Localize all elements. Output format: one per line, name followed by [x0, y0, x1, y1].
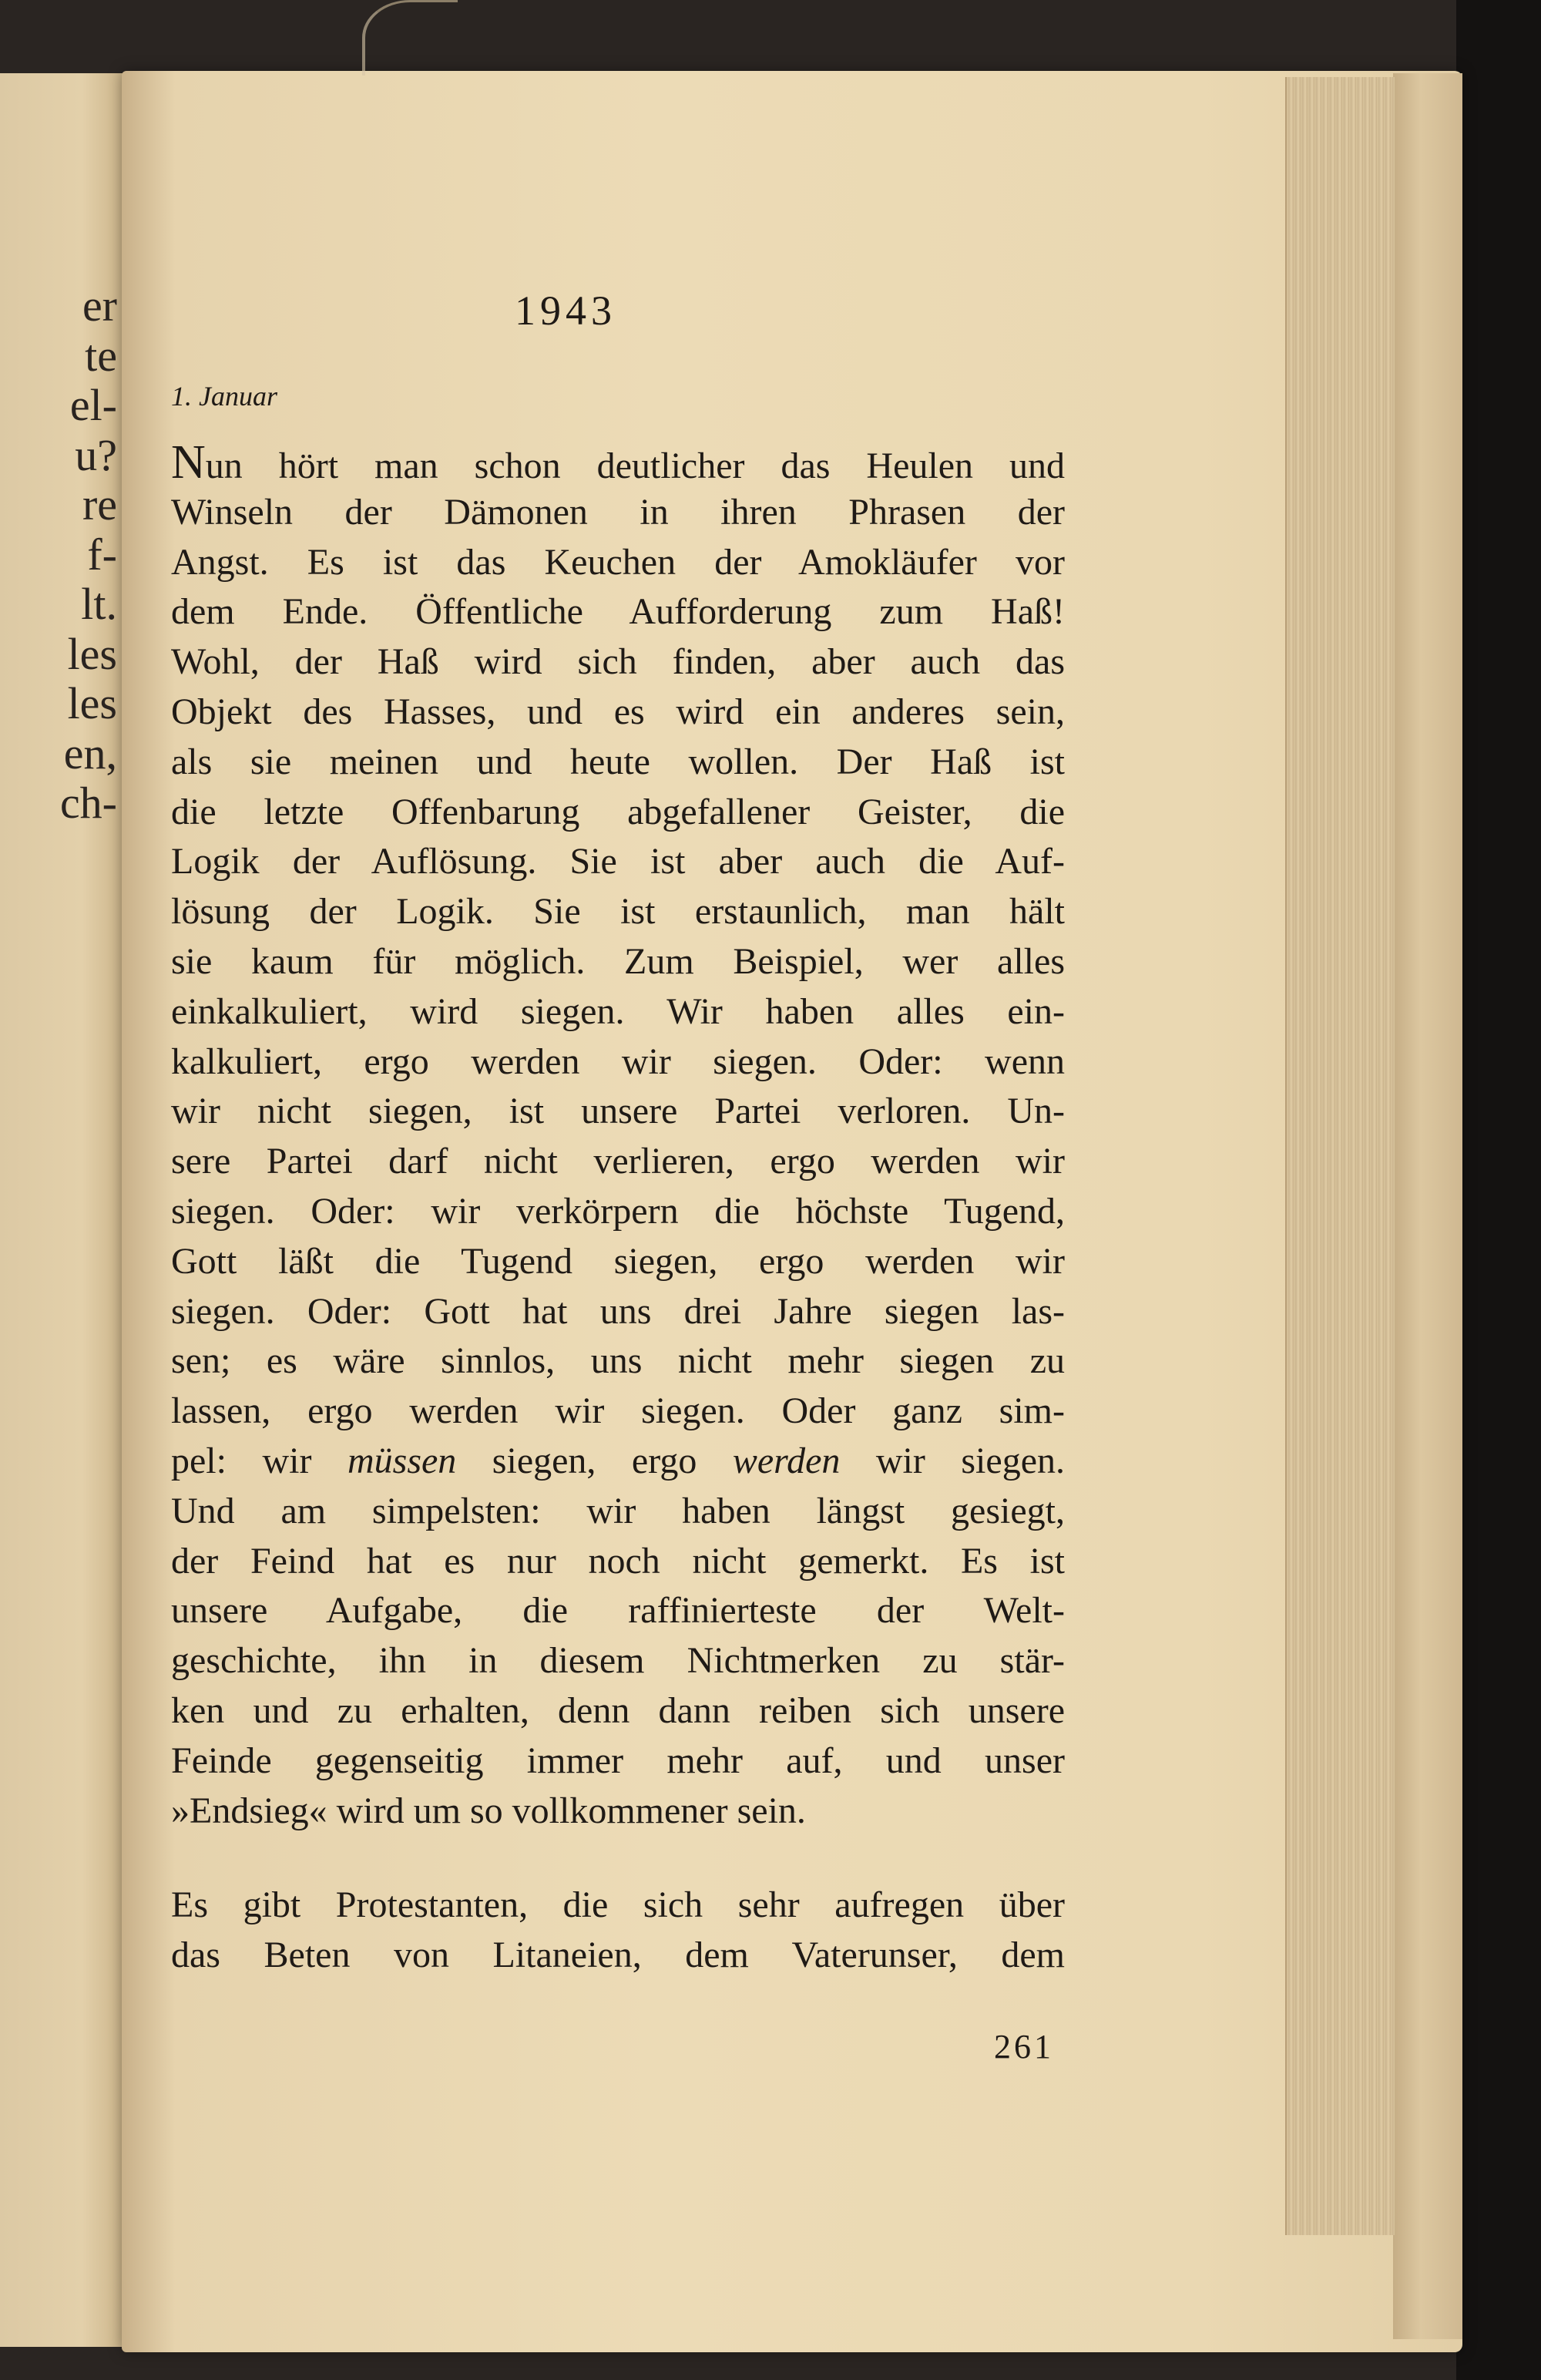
text-line: unsere Aufgabe, die raffinierteste der Welt-: [171, 1590, 1065, 1632]
left-facing-page: [0, 73, 137, 2347]
chapter-year: 1943: [515, 287, 616, 334]
left-fragment-line: lt.: [81, 580, 117, 629]
left-fragment-line: re: [82, 480, 117, 529]
left-fragment-line: te: [85, 331, 117, 381]
text-line: sen; es wäre sinnlos, uns nicht mehr siegen zu: [171, 1340, 1065, 1382]
text-line: siegen. Oder: Gott hat uns drei Jahre siegen las-: [171, 1290, 1065, 1332]
text-line: »Endsieg« wird um so vollkommener sein.: [171, 1790, 806, 1831]
entry-date: 1. Januar: [171, 381, 277, 412]
text-line: geschichte, ihn in diesem Nichtmerken zu stär-: [171, 1640, 1065, 1682]
initial-letter: N: [171, 436, 206, 489]
text-line: die letzte Offenbarung abgefallener Geister, die: [171, 791, 1065, 832]
text-line: Und am simpelsten: wir haben längst gesiegt,: [171, 1490, 1065, 1531]
text-line: Wohl, der Haß wird sich finden, aber auch das: [171, 641, 1065, 683]
emphasized-word: müssen: [347, 1440, 457, 1481]
left-fragment-line: les: [67, 679, 117, 728]
text-line: Es gibt Protestanten, die sich sehr aufregen über: [171, 1884, 1065, 1925]
text-line: sere Partei darf nicht verlieren, ergo werden wir: [171, 1141, 1065, 1182]
text-line: Nun hört man schon deutlicher das Heulen und: [171, 436, 1065, 489]
left-fragment-line: el-: [69, 381, 117, 430]
text-line: Feinde gegenseitig immer mehr auf, und unser: [171, 1740, 1065, 1781]
text-line: einkalkuliert, wird siegen. Wir haben alles ein-: [171, 990, 1065, 1032]
left-page-text-fragments: [0, 281, 131, 829]
left-fragment-line: ch-: [59, 778, 117, 828]
text-run: pel: wir: [171, 1440, 347, 1481]
text-line: dem Ende. Öffentliche Aufforderung zum Haß!: [171, 591, 1065, 633]
text-line: [171, 1437, 1065, 1487]
text-run: wir siegen.: [840, 1440, 1066, 1481]
text-line: sie kaum für möglich. Zum Beispiel, wer alles: [171, 940, 1065, 982]
text-line: wir nicht siegen, ist unsere Partei verloren. Un-: [171, 1091, 1065, 1132]
left-fragment-line: er: [82, 281, 117, 331]
text-line: Angst. Es ist das Keuchen der Amokläufer vor: [171, 541, 1065, 583]
page-stack-edges: [1285, 77, 1395, 2235]
left-fragment-line: les: [67, 629, 117, 679]
text-line: lassen, ergo werden wir siegen. Oder ganz sim-: [171, 1390, 1065, 1432]
text-line: der Feind hat es nur noch nicht gemerkt. Es ist: [171, 1540, 1065, 1582]
text-line: kalkuliert, ergo werden wir siegen. Oder: wenn: [171, 1040, 1065, 1082]
text-line: Logik der Auflösung. Sie ist aber auch die Auf-: [171, 841, 1065, 882]
page-block-edge: [1393, 73, 1462, 2339]
text-line: das Beten von Litaneien, dem Vaterunser, dem: [171, 1934, 1065, 1975]
left-fragment-line: en,: [63, 728, 117, 778]
text-line: Winseln der Dämonen in ihren Phrasen der: [171, 491, 1065, 533]
text-line: ken und zu erhalten, denn dann reiben sich unsere: [171, 1689, 1065, 1731]
text-line: als sie meinen und heute wollen. Der Haß ist: [171, 741, 1065, 782]
left-fragment-line: u?: [75, 430, 117, 480]
background-edge: [1456, 0, 1541, 2380]
page-number: 261: [994, 2028, 1054, 2066]
text-run: siegen, ergo: [456, 1440, 733, 1481]
emphasized-word: werden: [732, 1440, 841, 1481]
text-line: siegen. Oder: wir verkörpern die höchste Tugend,: [171, 1190, 1065, 1232]
paragraph-2: [171, 1881, 1065, 1981]
text-line: Gott läßt die Tugend siegen, ergo werden wir: [171, 1240, 1065, 1282]
paragraph-1: [171, 438, 1065, 1836]
left-fragment-line: f-: [87, 529, 117, 580]
torn-paper-fiber: [362, 0, 458, 76]
text-line: Objekt des Hasses, und es wird ein anderes sein,: [171, 691, 1065, 732]
text-line: lösung der Logik. Sie ist erstaunlich, man hält: [171, 891, 1065, 933]
